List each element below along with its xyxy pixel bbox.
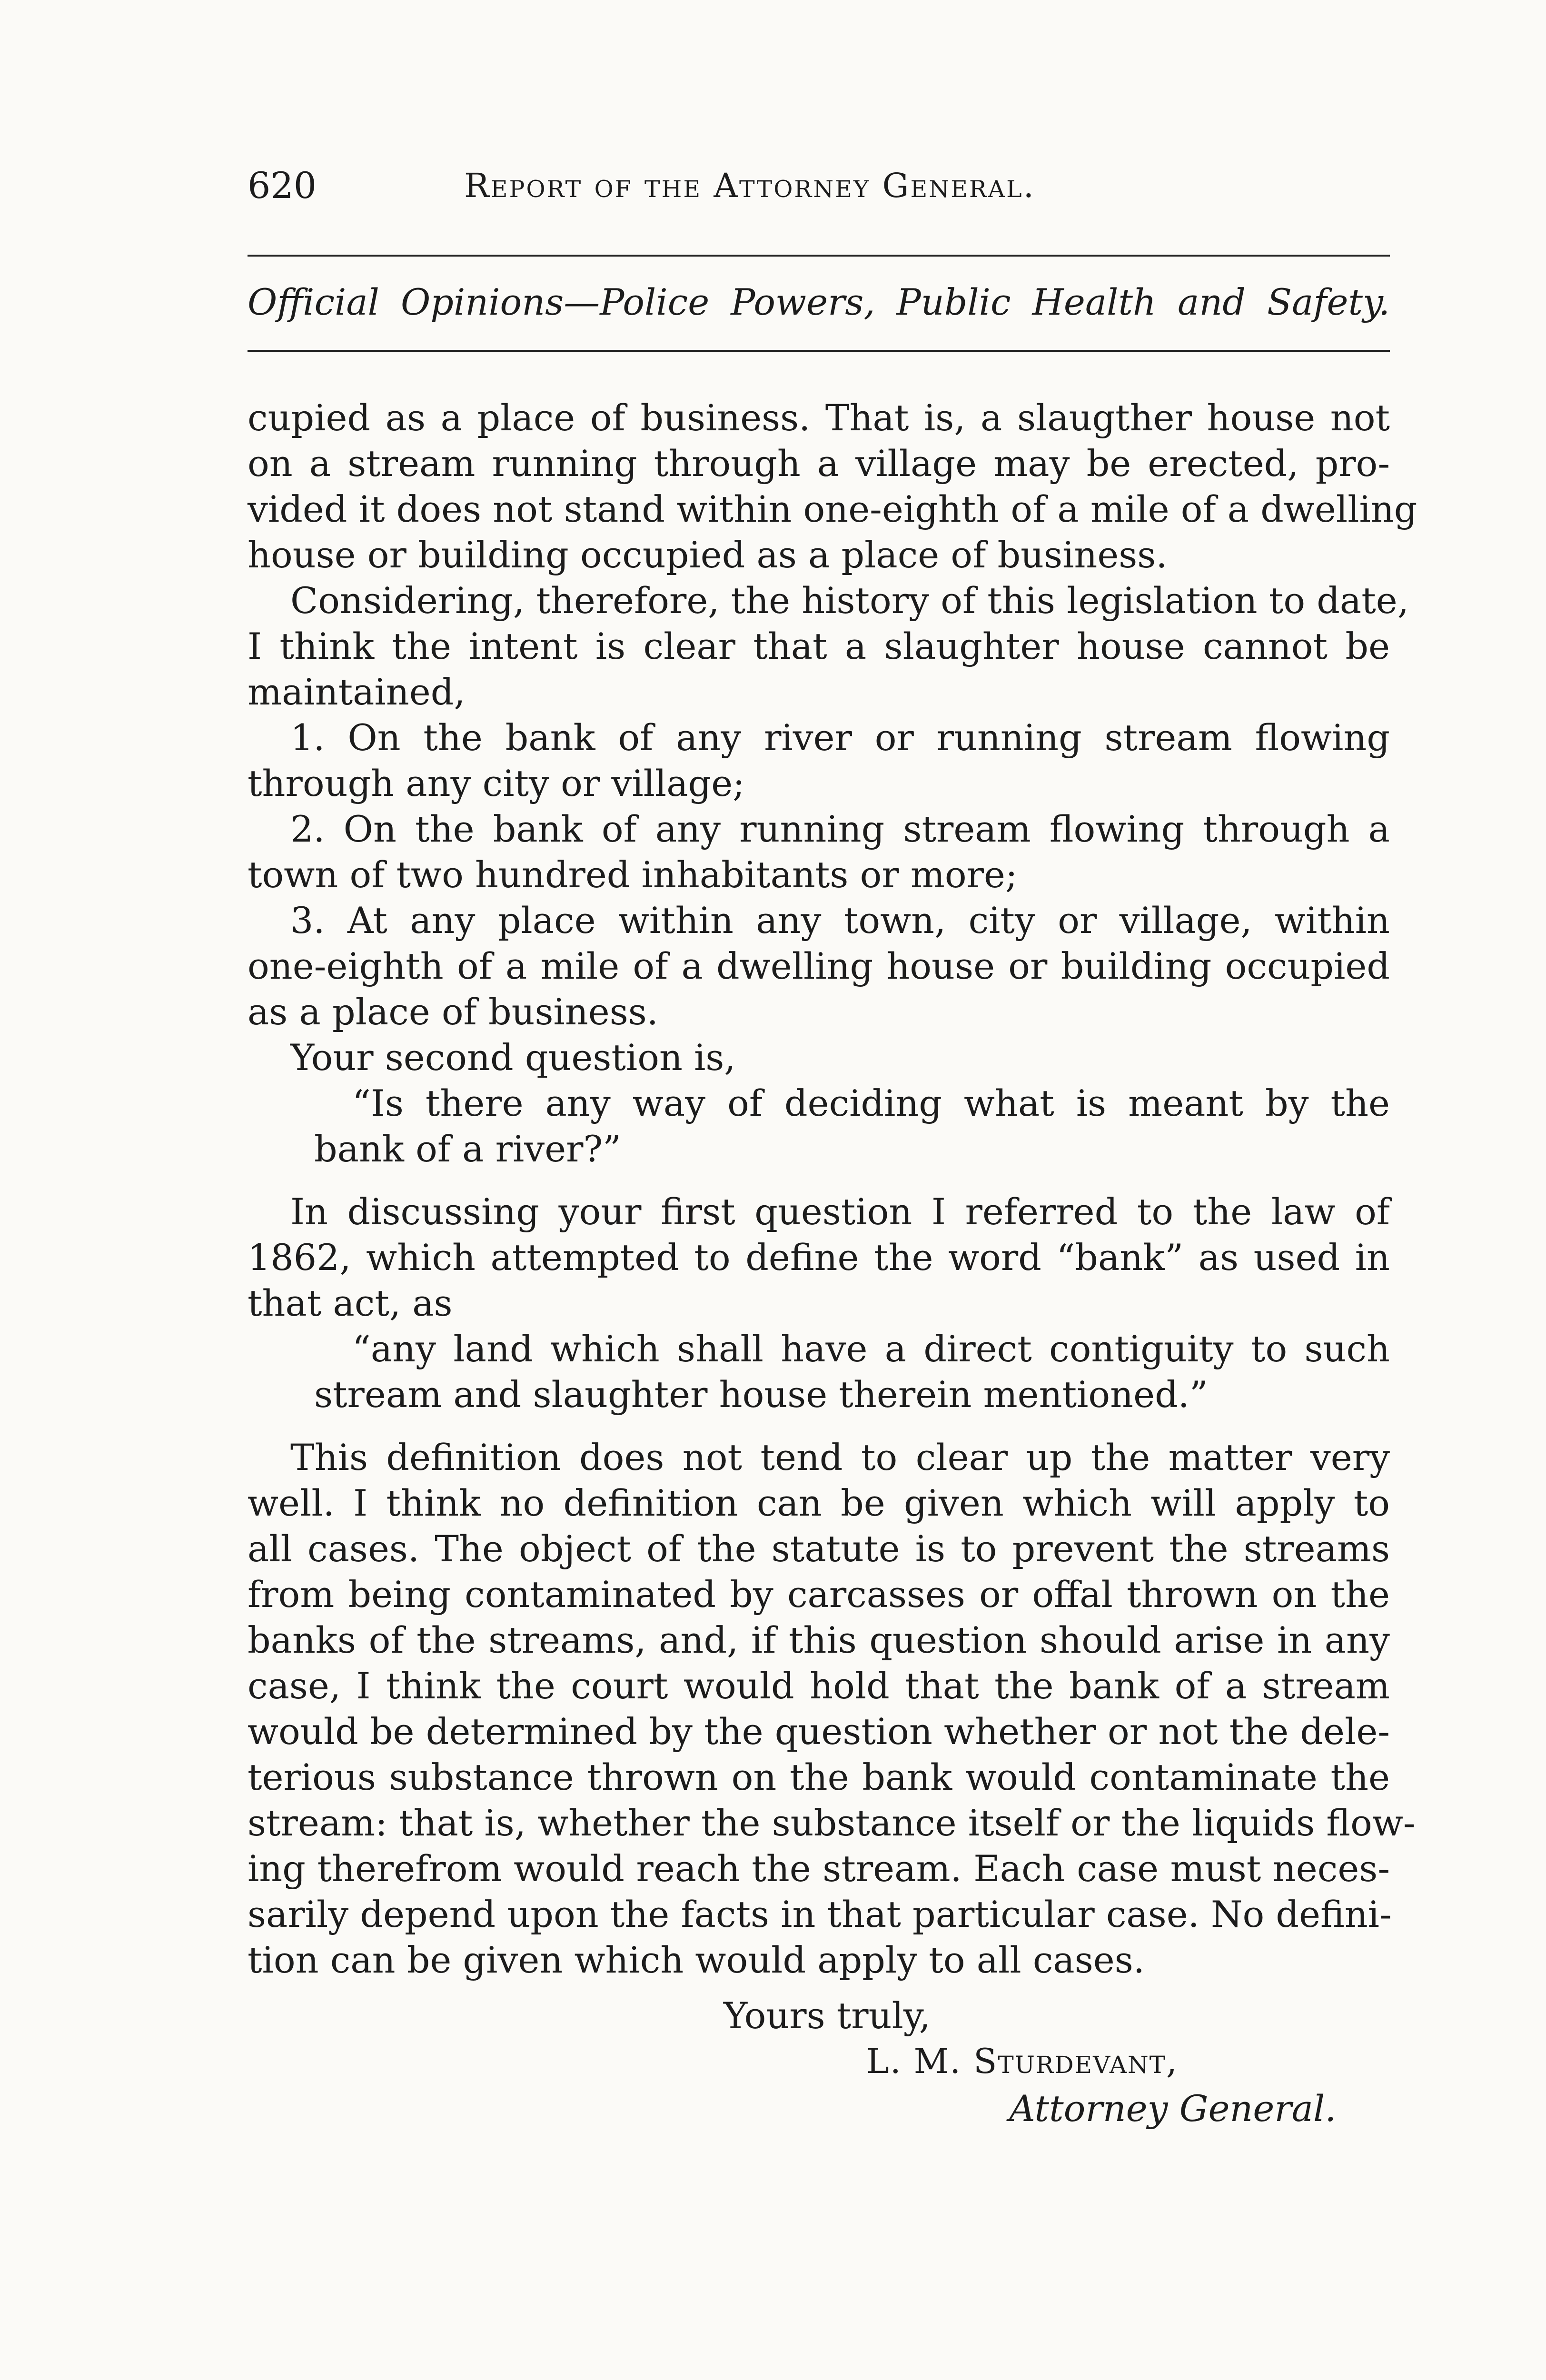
- list-item-line: 1. On the bank of any river or running stream flowing: [290, 716, 1390, 759]
- list-item-line: one-eighth of a mile of a dwelling house or building occupied: [248, 945, 1390, 987]
- text-line: would be determined by the question whether or not the dele-: [248, 1710, 1390, 1753]
- text-line: that act, as: [248, 1282, 453, 1324]
- list-item-line: as a place of business.: [248, 991, 658, 1033]
- running-head: Report of the Attorney General.: [464, 166, 1035, 205]
- text-line: Your second question is,: [290, 1036, 736, 1079]
- quote-line: stream and slaughter house therein mentioned.”: [314, 1373, 1208, 1416]
- text-line: from being contaminated by carcasses or offal thrown on the: [248, 1573, 1390, 1616]
- text-line: This definition does not tend to clear up the matter very: [290, 1436, 1390, 1478]
- signature-title: Attorney General.: [1009, 2087, 1337, 2130]
- text-line: well. I think no definition can be given which will apply to: [248, 1482, 1390, 1524]
- text-line: I think the intent is clear that a slaughter house cannot be: [248, 625, 1390, 667]
- text-line: maintained,: [248, 671, 466, 713]
- text-line: Considering, therefore, the history of this legislation to date,: [290, 579, 1409, 622]
- list-item-line: through any city or village;: [248, 762, 745, 804]
- header-rule-top: [248, 255, 1390, 257]
- text-line: ing therefrom would reach the stream. Each case must neces-: [248, 1847, 1390, 1890]
- header-rule-bottom: [248, 350, 1390, 352]
- text-line: banks of the streams, and, if this question should arise in any: [248, 1619, 1390, 1661]
- text-line: In discussing your first question I referred to the law of: [290, 1190, 1390, 1233]
- page-header: [248, 157, 1390, 214]
- text-line: tion can be given which would apply to all cases.: [248, 1939, 1145, 1981]
- text-line: cupied as a place of business. That is, a slaugther house not: [248, 397, 1390, 439]
- body-text: [248, 395, 1417, 1983]
- quote-line: “Is there any way of deciding what is meant by the: [352, 1082, 1390, 1124]
- text-line: 1862, which attempted to define the word “bank” as used in: [248, 1236, 1390, 1279]
- quote-line: bank of a river?”: [314, 1128, 622, 1170]
- text-line: case, I think the court would hold that the bank of a stream: [248, 1665, 1390, 1707]
- signature-name: L. M. Sturdevant,: [866, 2041, 1178, 2081]
- signature-closing: Yours truly,: [723, 1994, 931, 2037]
- text-line: house or building occupied as a place of business.: [248, 534, 1168, 576]
- text-line: sarily depend upon the facts in that particular case. No defini-: [248, 1893, 1392, 1935]
- text-line: vided it does not stand within one-eighth of a mile of a dwelling: [248, 488, 1417, 530]
- text-line: all cases. The object of the statute is to prevent the streams: [248, 1527, 1390, 1570]
- text-line: stream: that is, whether the substance itself or the liquids flow-: [248, 1802, 1416, 1844]
- text-line: terious substance thrown on the bank would contaminate the: [248, 1756, 1390, 1798]
- spacer: [248, 1172, 1390, 1189]
- list-item-line: town of two hundred inhabitants or more;: [248, 853, 1018, 896]
- text-line: on a stream running through a village may be erected, pro-: [248, 442, 1390, 485]
- spacer: [248, 1418, 1390, 1435]
- quote-line: “any land which shall have a direct contiguity to such: [352, 1328, 1390, 1370]
- list-item-line: 3. At any place within any town, city or village, within: [290, 899, 1390, 942]
- list-item-line: 2. On the bank of any running stream flowing through a: [290, 808, 1390, 850]
- section-title: Official Opinions—Police Powers, Public Health and Safety.: [248, 281, 1390, 323]
- page-number: 620: [248, 164, 317, 207]
